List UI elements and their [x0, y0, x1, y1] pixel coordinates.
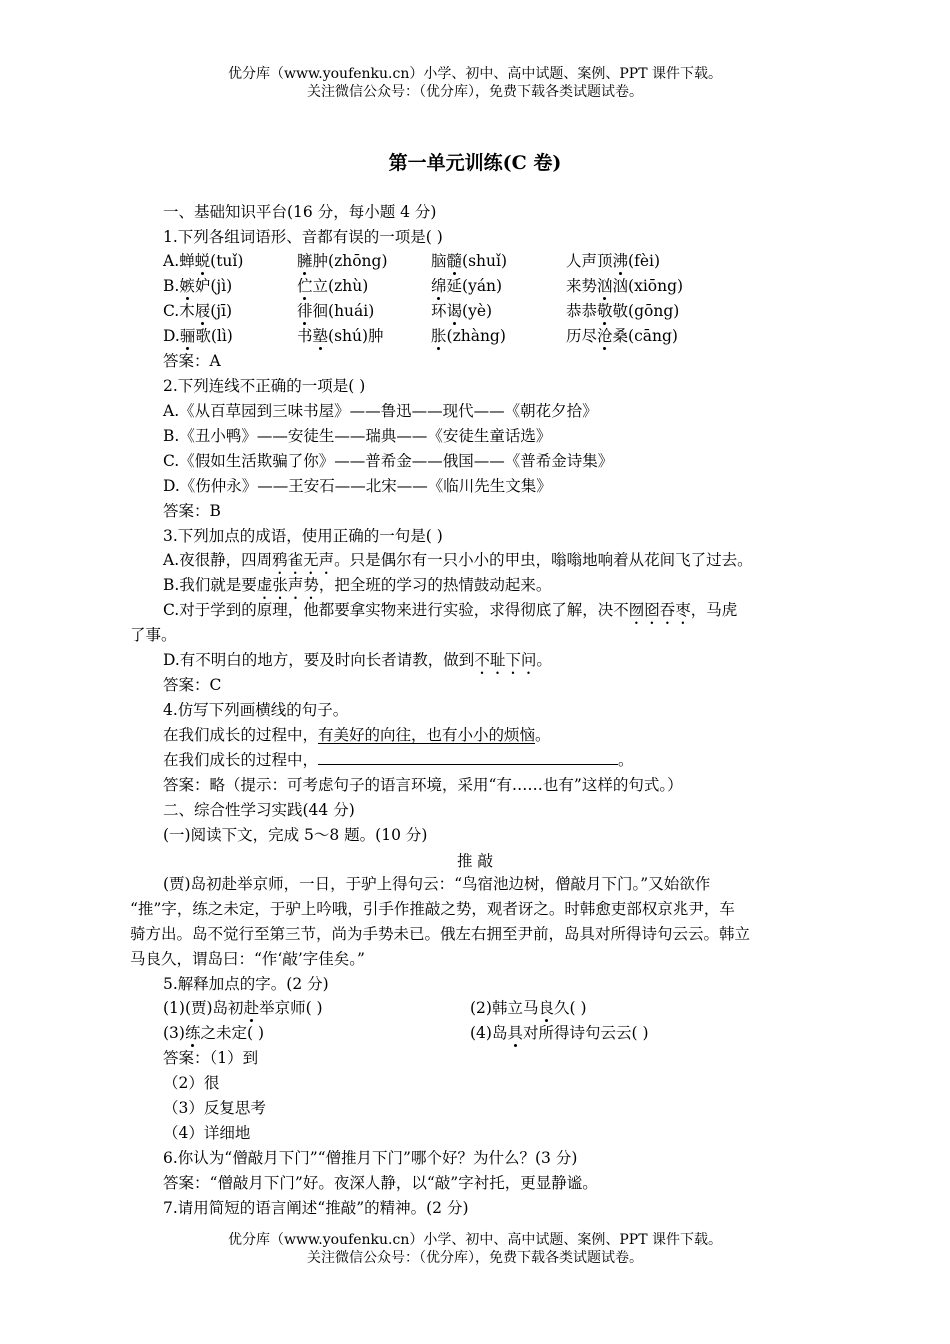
section2-heading: 二、综合性学习实践(44 分)	[163, 801, 355, 819]
q5-item-4: (4)岛具对所得诗句云云( )	[470, 1024, 649, 1042]
q1-option: 历尽沧桑(cāng)	[566, 327, 678, 345]
q5-answer-3: （3）反复思考	[163, 1099, 266, 1117]
q5-item-1: (1)(贾)岛初赴举京师( )	[163, 999, 323, 1017]
q7-stem: 7.请用简短的语言阐述“推敲”的精神。(2 分)	[163, 1199, 469, 1217]
q4-answer-blank[interactable]	[318, 750, 618, 765]
q1-option: A.蝉蜕(tuǐ)	[163, 252, 244, 270]
footer-line-1: 优分库（www.youfenku.cn）小学、初中、高中试题、案例、PPT 课件下载。	[227, 1232, 722, 1248]
q2-option-c: C.《假如生活欺骗了你》——普希金——俄国——《普希金诗集》	[163, 452, 614, 470]
q5-answer-4: （4）详细地	[163, 1124, 251, 1142]
q2-stem: 2.下列连线不正确的一项是( )	[163, 377, 366, 395]
passage-line-4: 马良久，谓岛曰：“作‘敲’字佳矣。”	[130, 950, 365, 968]
q3-option-a: A.夜很静，四周鸦雀无声。只是偶尔有一只小小的甲虫，嗡嗡地响着从花间飞了过去。	[163, 551, 753, 569]
q4-example: 在我们成长的过程中，有美好的向往，也有小小的烦恼。	[163, 726, 551, 744]
part1-intro: (一)阅读下文，完成 5～8 题。(10 分)	[163, 826, 428, 844]
passage-title: 推 敲	[457, 852, 493, 870]
q3-answer: 答案：C	[163, 676, 222, 694]
q6-answer: 答案：“僧敲月下门”好。夜深人静，以“敲”字衬托，更显静谧。	[163, 1174, 598, 1192]
q1-stem: 1.下列各组词语形、音都有误的一项是( )	[163, 228, 443, 246]
passage-line-2: “推”字，练之未定，于驴上吟哦，引手作推敲之势，观者讶之。时韩愈吏部权京兆尹，车	[130, 900, 735, 918]
q3-option-c-continued: 了事。	[130, 626, 177, 644]
q1-option: 绵延(yán)	[431, 277, 503, 295]
header-line-2: 关注微信公众号：（优分库），免费下载各类试题试卷。	[307, 84, 643, 100]
q1-option: 来势汹汹(xiōng)	[566, 277, 684, 295]
q1-answer: 答案：A	[163, 352, 221, 370]
q5-answer-2: （2）很	[163, 1074, 220, 1092]
q2-option-a: A.《从百草园到三味书屋》——鲁迅——现代——《朝花夕拾》	[163, 402, 598, 420]
passage-line-1: (贾)岛初赴举京师，一日，于驴上得句云：“鸟宿池边树，僧敲月下门。”又始欲作	[163, 875, 711, 893]
q1-option: 伫立(zhù)	[297, 277, 369, 295]
q6-stem: 6.你认为“僧敲月下门”“僧推月下门”哪个好？为什么？(3 分)	[163, 1149, 578, 1167]
q1-option: 环谒(yè)	[431, 302, 493, 320]
q3-option-d: D.有不明白的地方，要及时向长者请教，做到不耻下问。	[163, 651, 552, 669]
q3-option-b: B.我们就是要虚张声势，把全班的学习的热情鼓动起来。	[163, 576, 552, 594]
page-title: 第一单元训练(C 卷)	[388, 152, 562, 174]
q1-option: C.木屐(jī)	[163, 302, 233, 320]
q1-option: 胀(zhàng)	[431, 327, 506, 345]
q1-option: D.骊歌(lì)	[163, 327, 233, 345]
q1-option: 徘徊(huái)	[297, 302, 375, 320]
q1-option: B.嫉妒(jì)	[163, 277, 233, 295]
q2-option-b: B.《丑小鸭》——安徒生——瑞典——《安徒生童话选》	[163, 427, 552, 445]
q5-item-2: (2)韩立马良久( )	[470, 999, 587, 1017]
q2-option-d: D.《伤仲永》——王安石——北宋——《临川先生文集》	[163, 477, 552, 495]
q1-option: 臃肿(zhōng)	[297, 252, 388, 270]
passage-line-3: 骑方出。岛不觉行至第三节，尚为手势未已。俄左右拥至尹前，岛具对所得诗句云云。韩立	[130, 925, 751, 943]
section1-heading: 一、基础知识平台(16 分，每小题 4 分)	[163, 203, 437, 221]
q5-item-3: (3)练之未定( )	[163, 1024, 265, 1042]
q4-blank-line: 在我们成长的过程中， 。	[163, 751, 634, 769]
header-line-1: 优分库（www.youfenku.cn）小学、初中、高中试题、案例、PPT 课件下载。	[227, 66, 722, 82]
q5-answer-1: 答案：（1）到	[163, 1049, 259, 1067]
q1-option: 人声顶沸(fèi)	[566, 252, 660, 270]
q2-answer: 答案：B	[163, 502, 221, 520]
q1-option: 书塾(shú)肿	[297, 327, 384, 345]
q5-stem: 5.解释加点的字。(2 分)	[163, 975, 329, 993]
footer-line-2: 关注微信公众号：（优分库），免费下载各类试题试卷。	[307, 1250, 643, 1266]
q1-option: 恭恭敬敬(gōng)	[566, 302, 680, 320]
q1-option: 脑髓(shuǐ)	[431, 252, 508, 270]
q3-stem: 3.下列加点的成语，使用正确的一句是( )	[163, 527, 443, 545]
q4-answer: 答案：略（提示：可考虑句子的语言环境，采用“有……也有”这样的句式。）	[163, 776, 683, 794]
q3-option-c: C.对于学到的原理，他都要拿实物来进行实验，求得彻底了解，决不囫囵吞枣，马虎	[163, 601, 738, 619]
q4-stem: 4.仿写下列画横线的句子。	[163, 701, 349, 719]
